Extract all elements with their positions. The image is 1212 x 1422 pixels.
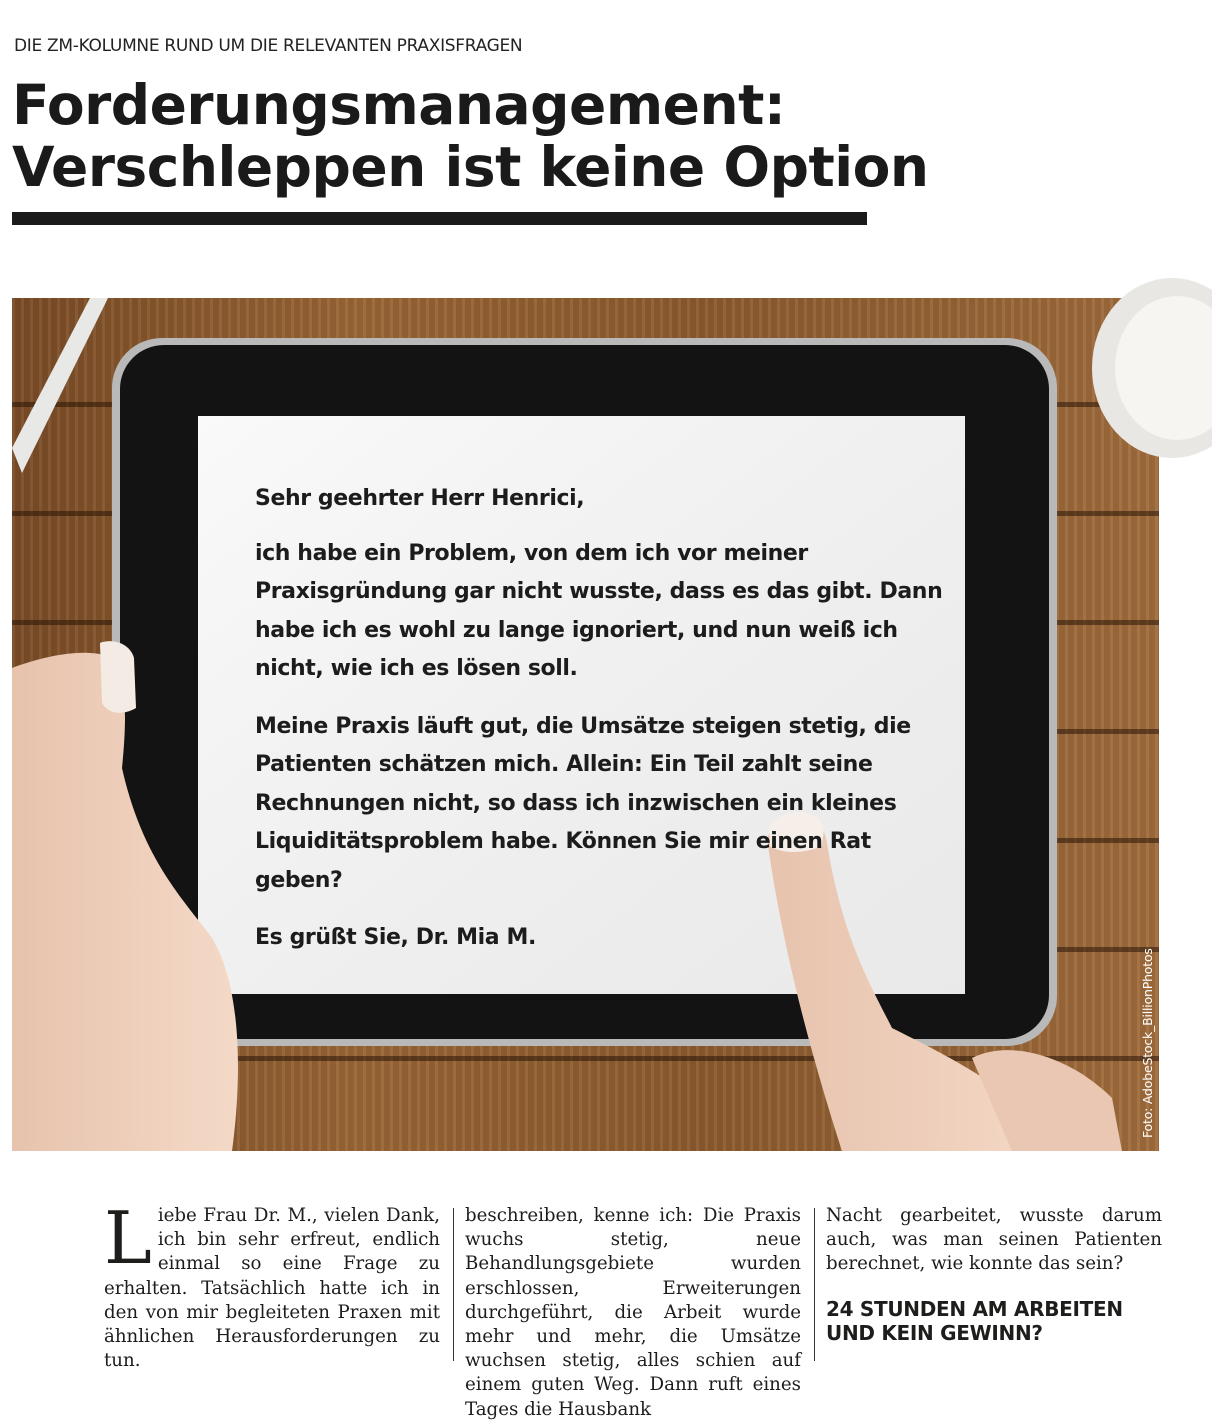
letter-on-screen	[255, 480, 955, 977]
letter-paragraph-2: Meine Praxis läuft gut, die Umsätze steigen stetig, die Patienten schätzen mich. Allein: Ein Teil zahlt seine Rechnungen nicht, so dass ich inzwischen ein kleines Liquiditätsproblem habe. Können Sie mir einen Rat geben?	[255, 713, 911, 893]
letter-paragraph-1: ich habe ein Problem, von dem ich vor meiner Praxisgründung gar nicht wusste, dass es das gibt. Dann habe ich es wohl zu lange ignoriert, und nun weiß ich nicht, wie ich es lösen soll.	[255, 540, 943, 681]
column-2-text: beschreiben, kenne ich: Die Praxis wuchs stetig, neue Behandlungsgebiete wurden erschlossen, Erweiterungen durchgeführt, die Arbeit wurde mehr und mehr, die Umsätze wuchsen stetig, alles schien auf einem guten Weg. Dann ruft eines Tages die Hausbank	[465, 1205, 801, 1420]
article-column-2	[465, 1204, 801, 1420]
photo-credit: Foto: AdobeStock_BillionPhotos	[1140, 948, 1155, 1138]
headline-line-1: Forderungsmanagement:	[12, 73, 786, 137]
column-3-text: Nacht gearbeitet, wusste darum auch, was man seinen Patienten berechnet, wie konnte das sein?	[826, 1205, 1162, 1275]
letter-greeting: Sehr geehrter Herr Henrici,	[255, 486, 585, 511]
headline-line-2: Verschleppen ist keine Option	[12, 135, 929, 199]
letter-signoff: Es grüßt Sie, Dr. Mia M.	[255, 925, 536, 950]
column-divider-1	[453, 1208, 454, 1361]
article-column-3	[826, 1204, 1162, 1361]
section-subhead: 24 STUNDEN AM ARBEITEN UND KEIN GEWINN?	[826, 1296, 1123, 1345]
drop-cap: L	[104, 1196, 152, 1280]
column-1-text: iebe Frau Dr. M., vielen Dank, ich bin sehr erfreut, endlich einmal so eine Frage zu erhalten. Tatsächlich hatte ich in den von mir begleiteten Praxen mit ähnlichen Herausforderungen zu tun.	[104, 1205, 440, 1372]
column-divider-2	[814, 1208, 815, 1361]
tablet-photo	[12, 298, 1159, 1151]
column-kicker: DIE ZM-KOLUMNE RUND UM DIE RELEVANTEN PRAXISFRAGEN	[14, 36, 523, 56]
article-headline	[12, 74, 929, 198]
article-column-1	[104, 1196, 440, 1372]
headline-underline	[12, 212, 867, 225]
